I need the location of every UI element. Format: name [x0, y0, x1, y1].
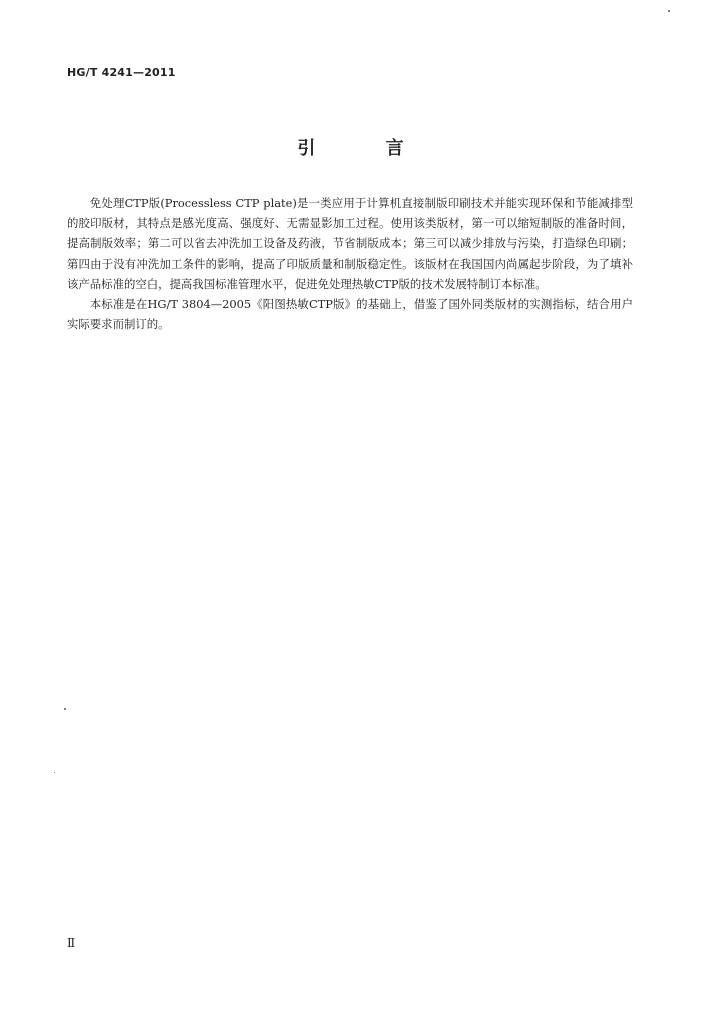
scan-speck — [54, 772, 55, 773]
paragraph-2: 本标准是在HG/T 3804—2005《阳图热敏CTP版》的基础上，借鉴了国外同类版材的实测指标，结合用户实际要求而制订的。 — [67, 297, 633, 332]
page-number: Ⅱ — [67, 936, 76, 950]
scan-speck — [64, 708, 66, 710]
scan-speck — [668, 10, 670, 12]
section-title: 引 言 — [297, 138, 436, 159]
paragraph-1: 免处理CTP版(Processless CTP plate)是一类应用于计算机直接制版印刷技术并能实现环保和节能减排型的胶印版材，其特点是感光度高、强度好、无需显影加工过程。使用该类版材，第一可以缩短制版的准备时间，提高制版效率；第二可以省去冲洗加工设备及药液，节省制版成本；第三可以减少排放与污染，打造绿色印刷；第四由于没有冲洗加工条件的影响，提高了印版质量和制版稳定性。该版材在我国国内尚属起步阶段，为了填补该产品标准的空白，提高我国标准管理水平，促进免处理热敏CTP版的技术发展特制订本标准。 — [67, 196, 633, 291]
standard-code-header: HG/T 4241—2011 — [67, 66, 176, 79]
introduction-body — [67, 193, 633, 334]
